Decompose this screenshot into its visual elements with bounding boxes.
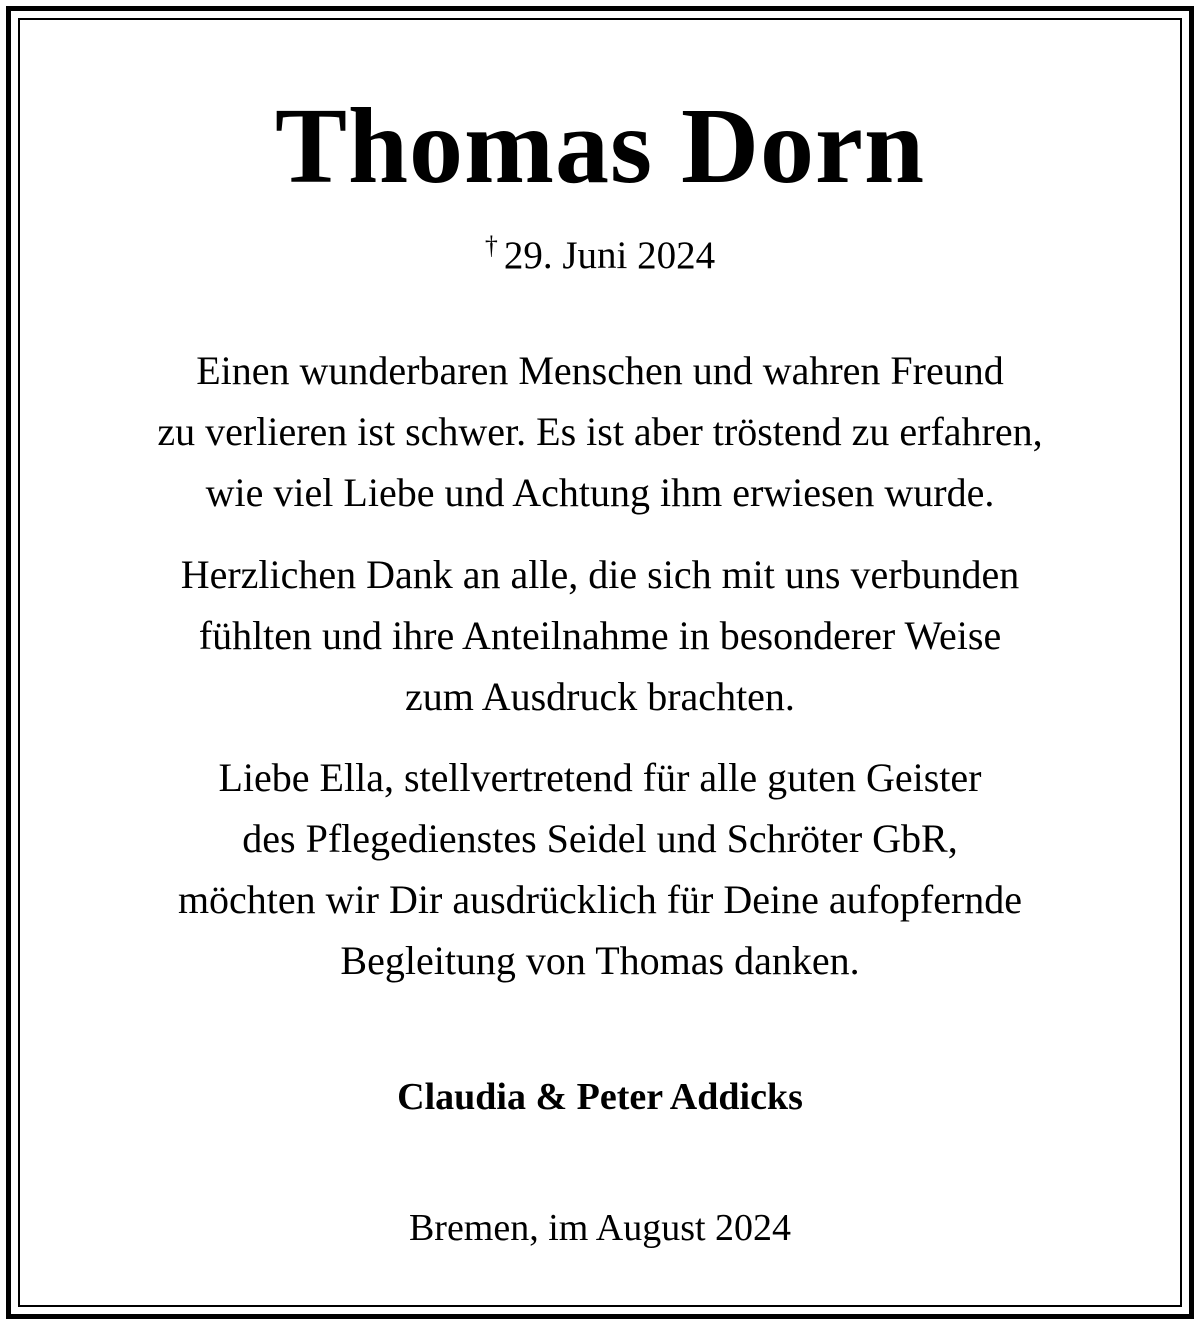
thanks-paragraph bbox=[20, 544, 1180, 727]
condolence-paragraph-1 bbox=[20, 340, 1180, 523]
place-and-date: Bremen, im August 2024 bbox=[408, 1207, 792, 1249]
paragraph-line: Einen wunderbaren Menschen und wahren Freund bbox=[196, 348, 1004, 393]
paragraph-line: Herzlichen Dank an alle, die sich mit uns verbunden bbox=[180, 552, 1020, 597]
death-date: 29. Juni 2024 bbox=[503, 234, 716, 277]
paragraph-line: des Pflegedienstes Seidel und Schröter GbR, bbox=[242, 816, 958, 861]
cross-icon: † bbox=[484, 231, 498, 260]
signature: Claudia & Peter Addicks bbox=[397, 1076, 803, 1118]
paragraph-line: möchten wir Dir ausdrücklich für Deine aufopfernde bbox=[177, 877, 1023, 922]
personal-thanks-paragraph bbox=[20, 747, 1180, 991]
paragraph-line: zu verlieren ist schwer. Es ist aber tröstend zu erfahren, bbox=[157, 409, 1043, 454]
paragraph-line: Begleitung von Thomas danken. bbox=[340, 938, 860, 983]
death-date-line bbox=[20, 230, 1180, 280]
paragraph-line: fühlten und ihre Anteilnahme in besonderer Weise bbox=[198, 613, 1002, 658]
paragraph-line: zum Ausdruck brachten. bbox=[405, 674, 795, 719]
obituary-notice bbox=[20, 20, 1180, 1305]
paragraph-line: Liebe Ella, stellvertretend für alle guten Geister bbox=[218, 755, 982, 800]
deceased-name: Thomas Dorn bbox=[274, 87, 926, 206]
paragraph-line: wie viel Liebe und Achtung ihm erwiesen wurde. bbox=[205, 470, 995, 515]
